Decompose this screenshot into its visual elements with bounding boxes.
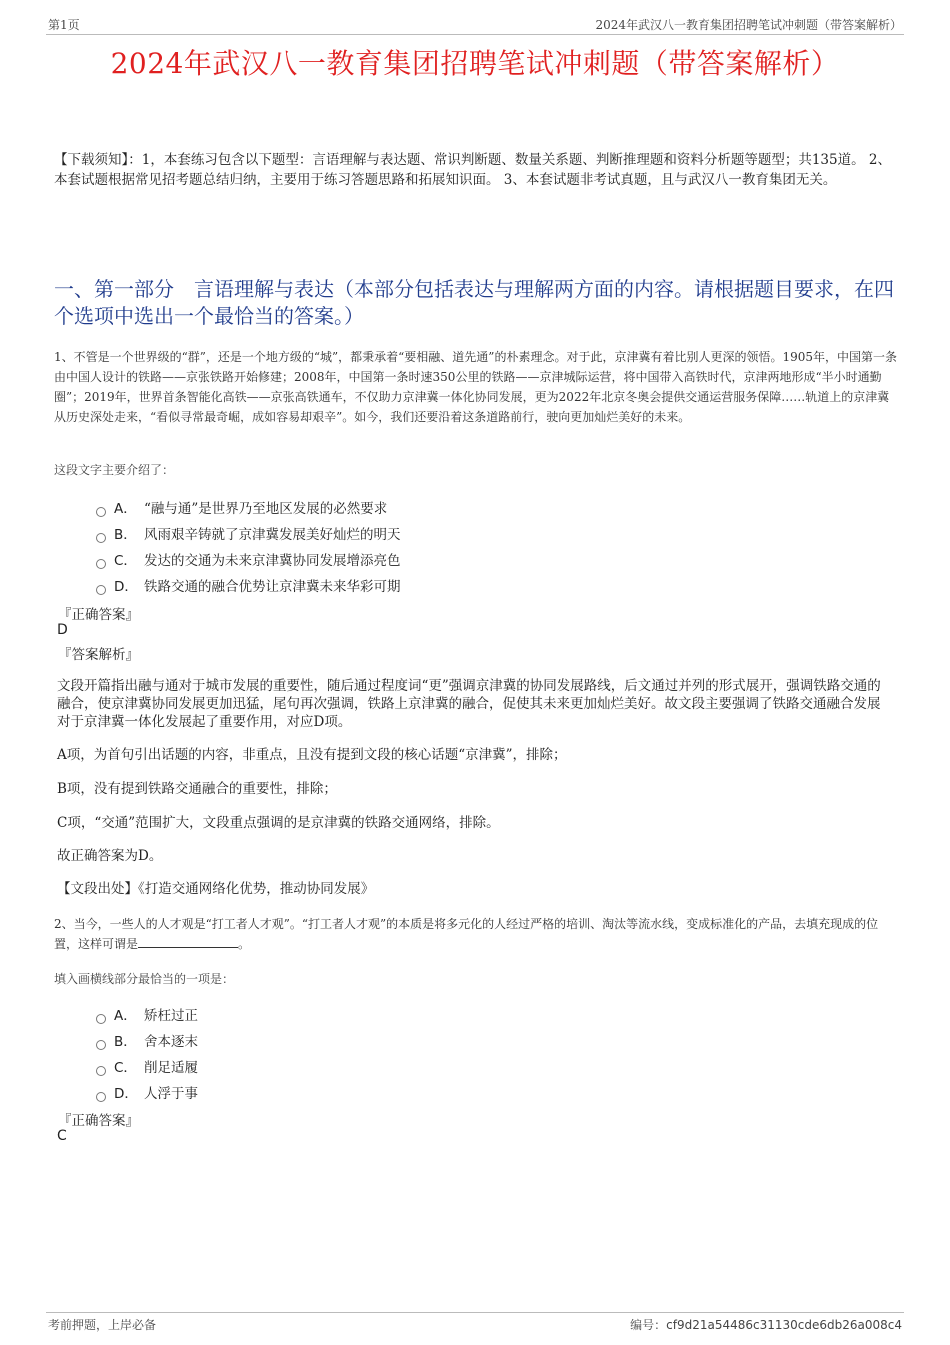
document-title: 2024年武汉八一教育集团招聘笔试冲刺题（带答案解析）	[110, 47, 840, 80]
q1-analysis-paragraph: 文段开篇指出融与通对于城市发展的重要性，随后通过程度词“更”强调京津冀的协同发展路线，后文通过并列的形式展开，强调铁路交通的融合，使京津冀协同发展更加迅猛，尾句再次强调，铁路上京津冀的融合，促使其未来更加灿烂美好。故文段主要强调了铁路交通融合发展对于京津冀一体化发展起了重要作用，对应D项。	[57, 678, 881, 730]
q2-option-a[interactable]: A． 矫枉过正	[96, 1004, 198, 1026]
page-header	[46, 14, 904, 35]
q1-source: 【文段出处】《打造交通网络化优势，推动协同发展》	[57, 881, 375, 897]
q2-option-b[interactable]: B． 舍本逐末	[96, 1030, 198, 1052]
q1-option-b[interactable]: B． 风雨艰辛铸就了京津冀发展美好灿烂的明天	[96, 523, 401, 545]
radio-icon[interactable]	[96, 559, 106, 569]
question-1-text: 1、不管是一个世界级的“群”，还是一个地方级的“城”，都秉承着“要相融、道先通”的朴素理念。对于此，京津冀有着比别人更深的领悟。1905年，中国第一条由中国人设计的铁路——京张铁路开始修建；2008年，中国第一条时速350公里的铁路——京津城际运营，将中国带入高铁时代，京津两地形成“半小时通勤圈”；2019年，世界首条智能化高铁——京张高铁通车，不仅助力京津冀一体化协同发展，更为2022年北京冬奥会提供交通运营服务保障……轨道上的京津冀从历史深处走来，“看似寻常最奇崛，成如容易却艰辛”。如今，我们还要沿着这条道路前行，驶向更加灿烂美好的未来。	[54, 350, 897, 424]
radio-icon[interactable]	[96, 1092, 106, 1102]
radio-icon[interactable]	[96, 1066, 106, 1076]
q1-answer-label: 『正确答案』	[58, 607, 139, 623]
header-doc-title: 2024年武汉八一教育集团招聘笔试冲刺题（带答案解析）	[595, 18, 902, 32]
q1-analysis-label: 『答案解析』	[58, 647, 139, 663]
radio-icon[interactable]	[96, 585, 106, 595]
section-heading: 一、第一部分 言语理解与表达（本部分包括表达与理解两方面的内容。请根据题目要求，在四个选项中选出一个最恰当的答案。）	[54, 277, 894, 328]
q1-option-a[interactable]: A． “融与通”是世界乃至地区发展的必然要求	[96, 497, 387, 519]
question-2-prompt: 填入画横线部分最恰当的一项是：	[54, 972, 235, 986]
q1-analysis-paragraph: 故正确答案为D。	[57, 848, 163, 864]
footer-code: 编号：cf9d21a54486c31130cde6db26a008c4	[630, 1318, 902, 1332]
q1-option-d[interactable]: D． 铁路交通的融合优势让京津冀未来华彩可期	[96, 575, 401, 597]
q1-analysis-paragraph: A项，为首句引出话题的内容，非重点，且没有提到文段的核心话题“京津冀”，排除；	[57, 747, 567, 763]
q1-analysis-paragraph: C项，“交通”范围扩大，文段重点强调的是京津冀的铁路交通网络，排除。	[57, 815, 500, 831]
q1-analysis-paragraph: B项，没有提到铁路交通融合的重要性，排除；	[57, 781, 337, 797]
radio-icon[interactable]	[96, 1040, 106, 1050]
page-footer	[46, 1312, 904, 1333]
download-notice: 【下载须知】：1，本套练习包含以下题型：言语理解与表达题、常识判断题、数量关系题、判断推理题和资料分析题等题型；共135道。 2、本套试题根据常见招考题总结归纳，主要用于练习答题思路和拓展知识面。 3、本套试题非考试真题，且与武汉八一教育集团无关。	[54, 152, 891, 188]
page-number: 第1页	[48, 18, 80, 32]
q1-option-c[interactable]: C． 发达的交通为未来京津冀协同发展增添亮色	[96, 549, 401, 571]
q2-option-d[interactable]: D． 人浮于事	[96, 1082, 198, 1104]
radio-icon[interactable]	[96, 1014, 106, 1024]
q2-option-c[interactable]: C． 削足适履	[96, 1056, 198, 1078]
fill-blank	[138, 935, 238, 948]
radio-icon[interactable]	[96, 507, 106, 517]
footer-slogan: 考前押题，上岸必备	[48, 1318, 157, 1332]
q2-answer: C	[57, 1128, 67, 1144]
question-2-text: 2、当今，一些人的人才观是“打工者人才观”。“打工者人才观”的本质是将多元化的人经过严格的培训、淘汰等流水线，变成标准化的产品，去填充现成的位置，这样可谓是 。	[54, 917, 879, 951]
radio-icon[interactable]	[96, 533, 106, 543]
q2-answer-label: 『正确答案』	[58, 1113, 139, 1129]
q1-answer: D	[57, 622, 68, 638]
question-1-prompt: 这段文字主要介绍了：	[54, 463, 175, 477]
